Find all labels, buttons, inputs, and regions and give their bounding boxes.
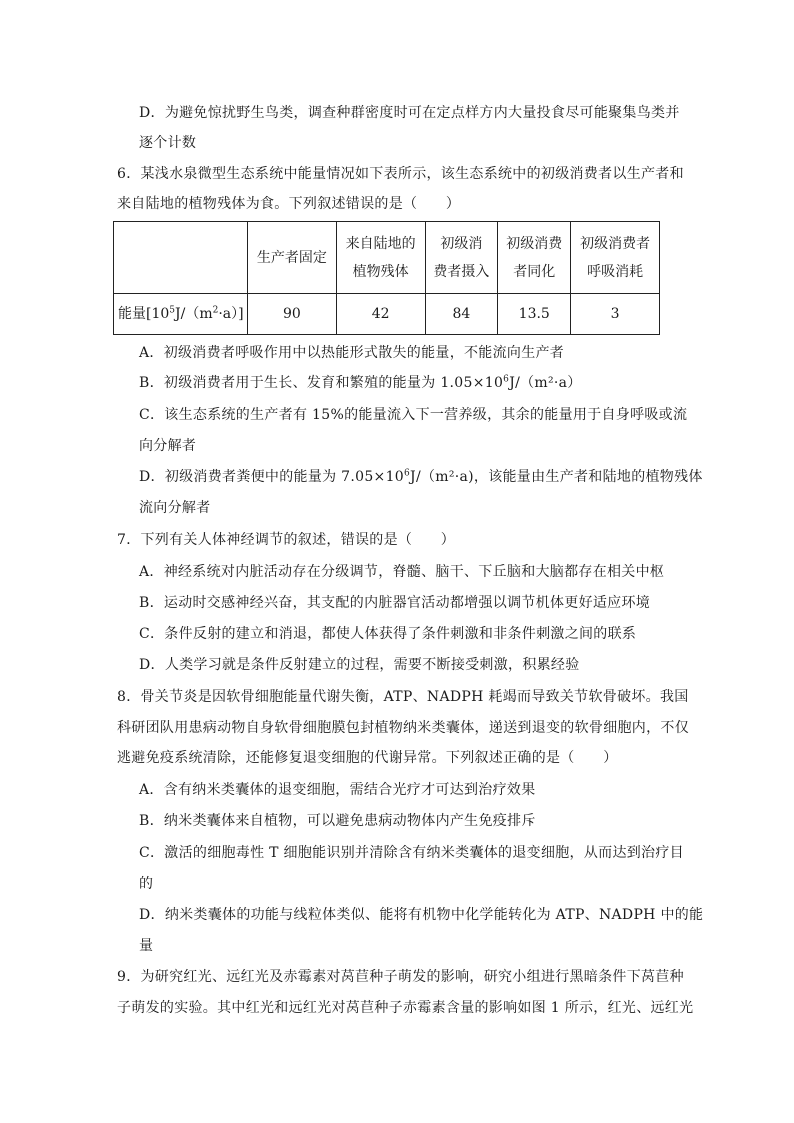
q8-option-c-line2: 的: [139, 876, 154, 892]
header-text: 植物残体: [352, 263, 409, 280]
value-cell: 42: [336, 294, 425, 335]
q6-stem-line1: 6．某浅水泉微型生态系统中能量情况如下表所示，该生态系统中的初级消费者以生产者和: [117, 166, 684, 182]
header-text: 初级消: [440, 235, 483, 252]
label-exponent: 5: [169, 305, 176, 316]
header-text: 初级消费者: [580, 235, 651, 252]
header-text: 呼吸消耗: [587, 263, 644, 280]
q8-stem-line1: 8．骨关节炎是因软骨细胞能量代谢失衡，ATP、NADPH 耗竭而导致关节软骨破坏。我国: [117, 689, 689, 705]
header-text: 费者摄入: [433, 263, 490, 280]
value-cell: 13.5: [498, 294, 571, 335]
q7-stem: 7．下列有关人体神经调节的叙述，错误的是（ ）: [117, 532, 456, 548]
header-text: 来自陆地的: [345, 235, 416, 252]
energy-table: [113, 221, 660, 335]
q7-option-d: D．人类学习就是条件反射建立的过程，需要不断接受刺激，积累经验: [139, 657, 580, 673]
label-part: ·a）]: [218, 306, 244, 322]
q9-stem-line1: 9．为研究红光、远红光及赤霉素对莴苣种子萌发的影响，研究小组进行黑暗条件下莴苣种: [117, 969, 684, 985]
exponent: 6: [503, 374, 510, 385]
q6-option-b: [139, 373, 582, 393]
header-text: 者同化: [513, 263, 556, 280]
q8-option-b: B．纳米类囊体来自植物，可以避免患病动物体内产生免疫排斥: [139, 813, 536, 829]
label-part: 能量[10: [118, 306, 170, 322]
header-land-plant-residue: [336, 222, 425, 294]
header-producer-fixed: [247, 222, 336, 294]
q8-option-d-line2: 量: [139, 938, 154, 954]
label-exponent: 2: [212, 305, 219, 316]
q8-option-a: A．含有纳米类囊体的退变细胞，需结合光疗才可达到治疗效果: [139, 782, 536, 798]
q6-stem-line2: 来自陆地的植物残体为食。下列叙述错误的是（ ）: [117, 196, 461, 212]
q8-stem-line2: 科研团队用患病动物自身软骨细胞膜包封植物纳米类囊体，递送到退变的软骨细胞内，不仅: [117, 720, 689, 736]
q5-option-d-line1: D．为避免惊扰野生鸟类，调查种群密度时可在定点样方内大量投食尽可能聚集鸟类并: [139, 105, 680, 121]
q6-option-d-line1: [139, 467, 703, 487]
q8-stem-line3: 逃避免疫系统清除，还能修复退变细胞的代谢异常。下列叙述正确的是（ ）: [117, 750, 618, 766]
header-primary-consumer-intake: [425, 222, 498, 294]
energy-table-header-row: [114, 222, 660, 294]
q8-option-d-line1: D．纳米类囊体的功能与线粒体类似、能将有机物中化学能转化为 ATP、NADPH 中的能: [139, 907, 704, 923]
q7-option-b: B．运动时交感神经兴奋，其支配的内脏器官活动都增强以调节机体更好适应环境: [139, 595, 651, 611]
q8-option-c-line1: C．激活的细胞毒性 T 细胞能识别并清除含有纳米类囊体的退变细胞，从而达到治疗目: [139, 845, 684, 861]
text-part: J/（m²·a)，该能量由生产者和陆地的植物残体: [410, 469, 703, 485]
q5-option-d-line2: 逐个计数: [139, 135, 197, 151]
exponent: 6: [404, 468, 411, 479]
text-part: D．初级消费者粪便中的能量为 7.05×10: [139, 469, 404, 485]
header-primary-consumer-assimilation: [498, 222, 571, 294]
value-cell: 84: [425, 294, 498, 335]
q6-option-a: A．初级消费者呼吸作用中以热能形式散失的能量，不能流向生产者: [139, 345, 565, 361]
energy-table-data-row: [114, 294, 660, 335]
q6-option-c-line1: C．该生态系统的生产者有 15%的能量流入下一营养级，其余的能量用于自身呼吸或流: [139, 407, 688, 423]
header-text: 初级消费: [506, 235, 563, 252]
energy-row-label: [114, 294, 248, 335]
q6-option-d-line2: 流向分解者: [139, 500, 211, 516]
header-text: 生产者固定: [256, 249, 327, 266]
text-part: J/（m²·a）: [509, 375, 582, 391]
energy-table-corner: [114, 222, 248, 294]
header-primary-consumer-respiration: [571, 222, 660, 294]
label-part: J/（m: [175, 306, 213, 322]
q9-stem-line2: 子萌发的实验。其中红光和远红光对莴苣种子赤霉素含量的影响如图 1 所示，红光、远红光: [117, 1000, 694, 1016]
q7-option-a: A．神经系统对内脏活动存在分级调节，脊髓、脑干、下丘脑和大脑都存在相关中枢: [139, 564, 665, 580]
value-cell: 3: [571, 294, 660, 335]
text-part: B．初级消费者用于生长、发育和繁殖的能量为 1.05×10: [139, 375, 504, 391]
value-cell: 90: [247, 294, 336, 335]
q6-option-c-line2: 向分解者: [139, 438, 197, 454]
q7-option-c: C．条件反射的建立和消退，都使人体获得了条件刺激和非条件刺激之间的联系: [139, 626, 637, 642]
